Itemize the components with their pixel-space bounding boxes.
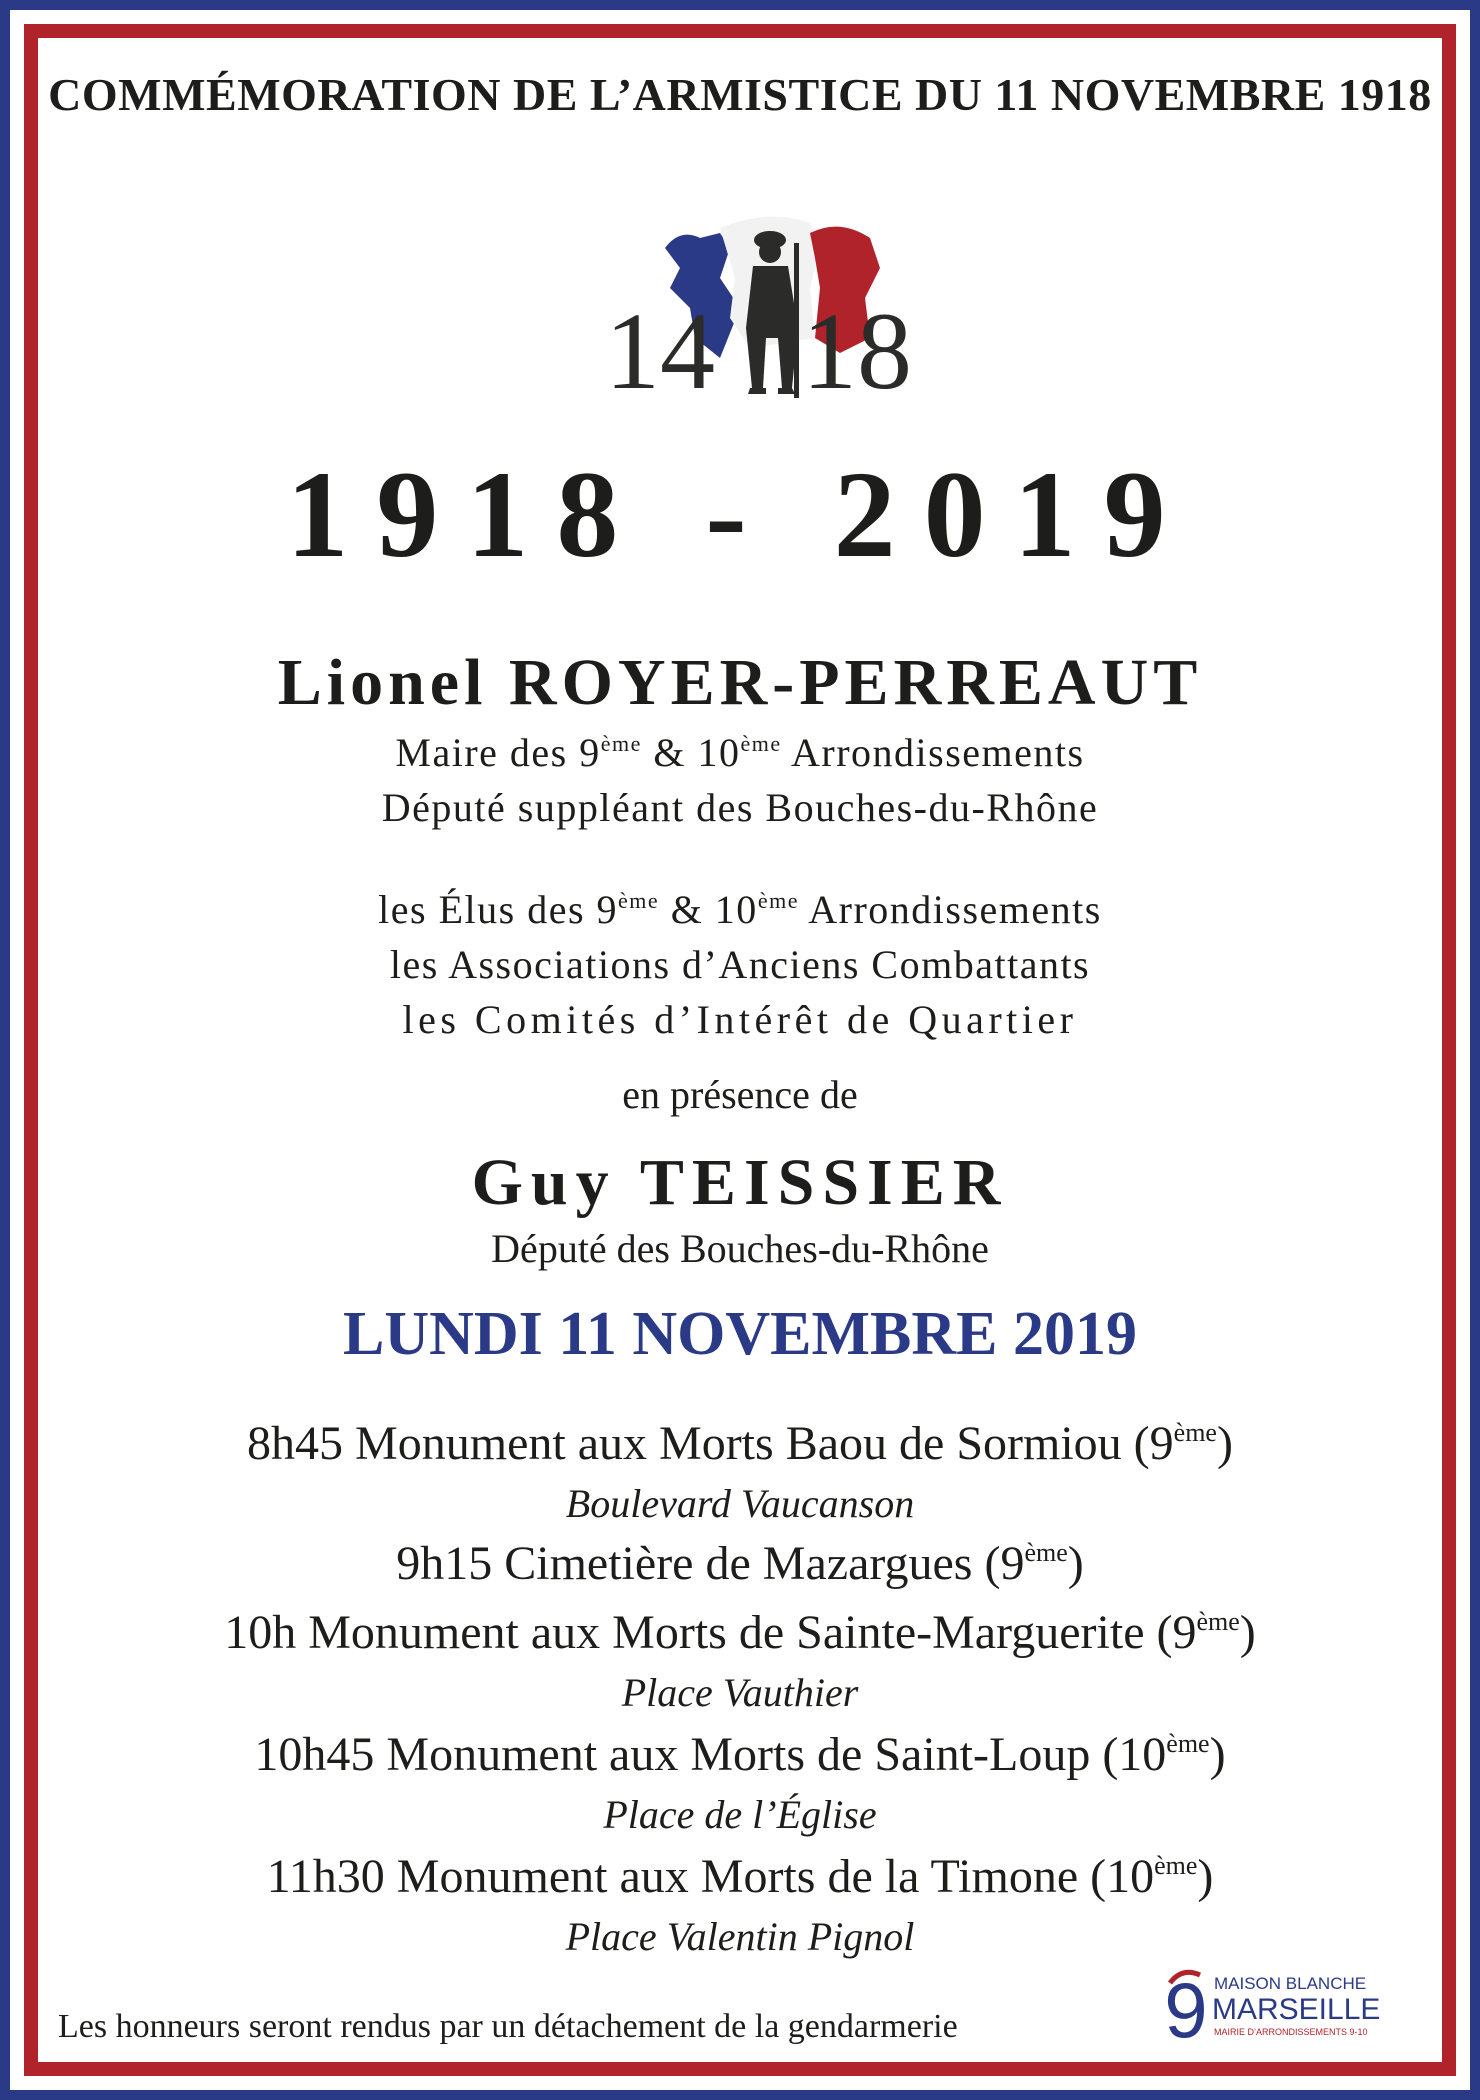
mairie-line3: MAIRIE D’ARRONDISSEMENTS 9-10 bbox=[1214, 2027, 1368, 2037]
centenary-logo bbox=[570, 188, 970, 448]
years-title: 1918 - 2019 bbox=[286, 446, 1194, 583]
guest-name: Guy TEISSIER bbox=[471, 1146, 1009, 1219]
event-location: Place de l’Église bbox=[603, 1792, 877, 1837]
host-role-mayor: Maire des 9ème & 10ème Arrondissements bbox=[395, 730, 1085, 775]
host-name: Lionel ROYER-PERREAUT bbox=[277, 646, 1203, 719]
host-role-deputy: Député suppléant des Bouches-du-Rhône bbox=[381, 785, 1099, 830]
event-item: 8h45 Monument aux Morts Baou de Sormiou (9ème) bbox=[247, 1417, 1233, 1470]
event-item: 11h30 Monument aux Morts de la Timone (10ème) bbox=[266, 1850, 1214, 1903]
cohost-elected: les Élus des 9ème & 10ème Arrondissements bbox=[378, 887, 1102, 932]
mairie-line2: MARSEILLE bbox=[1212, 1993, 1381, 2026]
event-location: Place Valentin Pignol bbox=[565, 1914, 915, 1959]
event-item: 10h Monument aux Morts de Sainte-Marguerite (9ème) bbox=[224, 1606, 1256, 1659]
guest-role: Député des Bouches-du-Rhône bbox=[491, 1226, 989, 1271]
footer-note: Les honneurs seront rendus par un détachement de la gendarmerie bbox=[58, 2008, 958, 2045]
logo-left-number: 14 bbox=[605, 290, 715, 412]
presence-text: en présence de bbox=[622, 1072, 858, 1117]
event-location: Boulevard Vaucanson bbox=[565, 1481, 915, 1526]
event-location: Place Vauthier bbox=[621, 1670, 859, 1715]
cohost-veterans: les Associations d’Anciens Combattants bbox=[389, 942, 1091, 987]
event-item: 9h15 Cimetière de Mazargues (9ème) bbox=[396, 1537, 1084, 1590]
mairie-line1: MAISON BLANCHE bbox=[1214, 1974, 1367, 1993]
poster bbox=[38, 38, 1442, 2062]
event-item: 10h45 Monument aux Morts de Saint-Loup (10ème) bbox=[254, 1728, 1226, 1781]
poster-header: COMMÉMORATION DE L’ARMISTICE DU 11 NOVEMBRE 1918 bbox=[48, 69, 1432, 120]
event-date: LUNDI 11 NOVEMBRE 2019 bbox=[342, 1300, 1137, 1368]
mairie-logo bbox=[1156, 1953, 1396, 2053]
mairie-number: 9 bbox=[1164, 1966, 1208, 2053]
cohost-committees: les Comités d’Intérêt de Quartier bbox=[402, 997, 1078, 1042]
logo-right-number: 18 bbox=[802, 290, 912, 412]
